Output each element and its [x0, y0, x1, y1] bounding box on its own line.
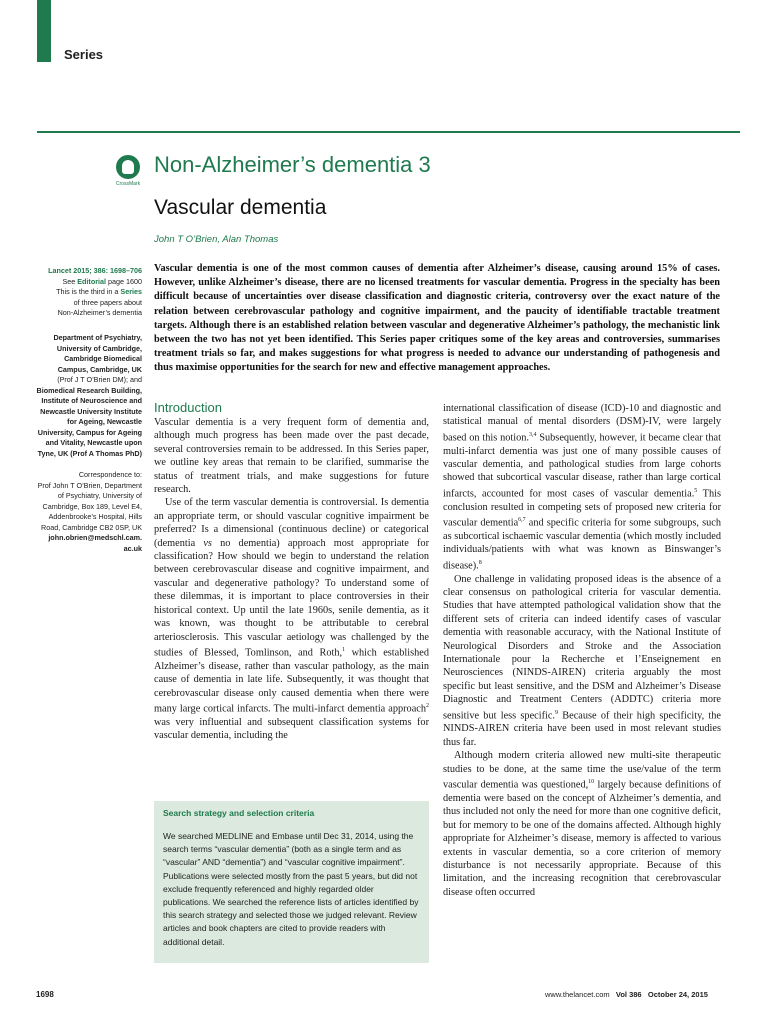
left-column	[154, 416, 429, 743]
text-run: international classification of disease (ICD)-10 and diagnostic and statistical manual of mental disorders (DSM)-IV, were largely based on this notion.	[443, 403, 721, 444]
header-rule	[37, 131, 740, 133]
text-run: Subsequently, however, it became clear that multi-infarct dementia was just one of many possible causes of vascular dementia, and pathological studies from large cohorts showed that subcortical vascular disease, rather than large cortical infarcts, accounted for most cases of vascular dementia.	[443, 432, 721, 500]
right-paragraph-1	[443, 402, 721, 573]
affiliation-line: Newcastle University Institute	[40, 406, 142, 416]
affiliation-line: Campus, Cambridge, UK	[57, 364, 142, 374]
corr-line: Road, Cambridge CB2 0SP, UK	[41, 522, 142, 532]
search-strategy-title: Search strategy and selection criteria	[163, 808, 315, 818]
corr-line: Prof John T O’Brien, Department	[37, 480, 142, 490]
authors: John T O’Brien, Alan Thomas	[154, 234, 279, 245]
right-column	[443, 402, 721, 899]
text-run: Although modern criteria allowed new multi-site therapeutic studies to be done, at the same time the use/value of the term vascular dementia was questioned,	[443, 750, 721, 791]
text-italic: vs	[203, 537, 212, 549]
corr-line: Cambridge, Box 189, Level E4,	[42, 501, 142, 511]
reference-9[interactable]: 9	[555, 709, 559, 716]
text-run: was very influential and subsequent classification systems for vascular dementia, including the	[154, 716, 429, 742]
introduction-heading: Introduction	[154, 400, 222, 415]
reference-5[interactable]: 5	[694, 487, 698, 494]
affiliation-line: Biomedical Research Building,	[36, 385, 142, 395]
reference-10[interactable]: 10	[588, 779, 595, 786]
see-prefix: See	[62, 276, 78, 286]
text-run: Use of the term vascular dementia is controversial. Is dementia an appropriate term, or should vascular cognitive impairment be preferred? Is a dimensional (continuous decline) or categorical (dementia	[154, 497, 429, 549]
affiliation-line: University, Campus for Ageing	[37, 427, 142, 437]
affiliation-line: for Ageing, Newcastle	[67, 417, 142, 426]
reference-3-4[interactable]: 3,4	[528, 431, 537, 438]
sidebar-citation-block	[20, 266, 142, 319]
page-number: 1698	[36, 990, 54, 999]
affiliation-line: (Prof J T O’Brien DM); and	[57, 375, 142, 384]
crossmark-text: CrossMark	[115, 181, 141, 187]
issue-date: October 24, 2015	[647, 990, 708, 999]
see-editorial	[20, 277, 142, 288]
header-green-bar	[37, 0, 51, 62]
series-title: Non-Alzheimer’s dementia 3	[154, 152, 431, 177]
text-run: Because of their high specificity, the NINDS-AIREN criteria have been used in most relevant studies thus far.	[443, 710, 722, 748]
reference-1[interactable]: 1	[342, 646, 346, 653]
third-prefix: This is the third in a	[56, 287, 121, 296]
citation: Lancet 2015; 386: 1698–706	[48, 266, 142, 275]
journal-url[interactable]: www.thelancet.com	[545, 990, 610, 999]
reference-6-7[interactable]: 6,7	[518, 517, 526, 524]
series-note-line2: of three papers about	[73, 297, 142, 307]
right-paragraph-2	[443, 573, 721, 750]
footer-journal-info	[545, 990, 708, 999]
crossmark-icon[interactable]	[115, 155, 141, 189]
email-link-cont[interactable]: ac.uk	[123, 543, 142, 553]
text-run: and specific criteria for some subgroups, such as subcortical ischaemic vascular dementia (which mostly included individuals/patients with what was known as Binswanger’s disease).	[443, 517, 721, 572]
series-note-line3: Non-Alzheimer’s dementia	[57, 308, 142, 317]
affiliation-line: Tyne, UK (Prof A Thomas PhD)	[37, 448, 142, 458]
affiliation-line: and Vitality, Newcastle upon	[45, 438, 142, 447]
text-run: largely because definitions of dementia were based on the concept of Alzheimer’s dementia, and thus included not only the need for more than one cognitive deficit, but for memory to be one of the domains affected. Although highly appropriate for Alzheimer’s disease, memory is affected to various extents in vascular dementia, so a core criterion of memory disturbance is not necessarily appropriate. Because of this limitation, and the increasing recognition that cerebrovascular disease often occurred	[443, 779, 722, 898]
sidebar-affiliations	[20, 333, 142, 459]
text-run: no dementia) approach most appropriate for classification? How should we begin to understand the relation between cerebrovascular disease and cognitive impairment, and vascular and degenerative pathology? To understand some of these dilemmas, it is important to place controversies in their historical context. Up until the late 1960s, senile dementia, as it was known, was thought to be attributable to cerebral arteriosclerosis. This vascular aetiology was challenged by the studies of Blessed, Tomlinson, and Roth,	[154, 537, 430, 659]
volume: Vol 386	[615, 990, 642, 999]
reference-8[interactable]: 8	[478, 559, 482, 566]
series-link[interactable]: Series	[120, 287, 142, 296]
affiliation-line: Cambridge Biomedical	[64, 354, 142, 363]
affiliation-line: Institute of Neuroscience and	[41, 396, 142, 405]
affiliation-line: University of Cambridge,	[56, 343, 142, 353]
right-paragraph-3	[443, 749, 721, 899]
abstract: Vascular dementia is one of the most common causes of dementia after Alzheimer’s disease, causing around 15% of cases. However, unlike Alzheimer’s disease, there are no licensed treatments for vascular dementia. Progress in the specialty has been difficult because of uncertainties over disease classification and diagnostic criteria, controversy over the exact nature of the relation between cerebrovascular pathology and cognitive impairment, and the paucity of identifiable tractable treatment targets. Although there is an established relation between vascular and degenerative Alzheimer’s pathology, the mechanistic link between the two has not yet been identified. This Series paper critiques some of the key areas and controversies, summarises treatment trials so far, and makes suggestions for what progress is needed to advance our understanding of pathogenesis and thus maximise opportunities for the search for new and effective management approaches.	[154, 263, 720, 374]
corr-line: Correspondence to:	[78, 470, 142, 479]
corr-line: of Psychiatry, University of	[57, 491, 142, 500]
email-link[interactable]: john.obrien@medschl.cam.	[48, 533, 142, 542]
text-run: which established Alzheimer’s disease, rather than vascular pathology, as the main cause of dementia in late life. Subsequently, it was thought that cerebrovascular disease only caused dementia when there were many large cortical infarcts. The multi-infarct dementia approach	[154, 647, 429, 715]
sidebar-correspondence	[20, 470, 142, 554]
text-run: This conclusion resulted in competing sets of proposed new criteria for vascular dementia	[443, 488, 721, 529]
intro-paragraph-1: Vascular dementia is a very frequent form of dementia and, although much progress has been made over the past decade, several controversies remain to be addressed. In this Series paper, we outline key areas that remain to be clarified, summarise the status of treatment trials, and make suggestions for future research.	[154, 417, 429, 496]
reference-2[interactable]: 2	[426, 702, 429, 709]
editorial-link[interactable]: Editorial	[77, 276, 107, 286]
crossmark-badge	[116, 155, 140, 179]
see-suffix: page 1600	[106, 276, 142, 286]
search-strategy-body: We searched MEDLINE and Embase until Dec 31, 2014, using the search terms “vascular dementia” (both as a single term and as “vascular” AND “dementia”) and “vascular cognitive impairment”. Publications were selected mostly from the past 5 years, but did not exclude frequently referenced and highly regarded older publications. We searched the reference lists of articles identified by this search strategy and selected those we judged relevant. Review articles and book chapters are cited to provide readers with additional detail.	[163, 831, 419, 947]
corr-line: Addenbrooke’s Hospital, Hills	[48, 512, 142, 521]
affiliation-line: Department of Psychiatry,	[53, 333, 142, 342]
series-note	[20, 287, 142, 298]
text-run: One challenge in validating proposed ideas is the absence of a clear consensus on pathological criteria for vascular dementia. Studies that have attempted pathological validation show that the different sets of criteria can indeed identify cases of vascular dementia with reasonable accuracy, with the National Institute of Neurological Disorders and Stroke and the Association Internationale pour la Recherche et l’Enseignement en Neurosciences (NINDS-AIREN) criteria arguably the most specific but least sensitive, and the DSM and Alzheimer’s Disease Diagnostic and Treatment Centers (ADDTC) criteria more sensitive but less specific.	[443, 573, 721, 722]
section-label: Series	[64, 47, 104, 62]
intro-paragraph-2	[154, 496, 429, 742]
article-title: Vascular dementia	[154, 196, 327, 219]
